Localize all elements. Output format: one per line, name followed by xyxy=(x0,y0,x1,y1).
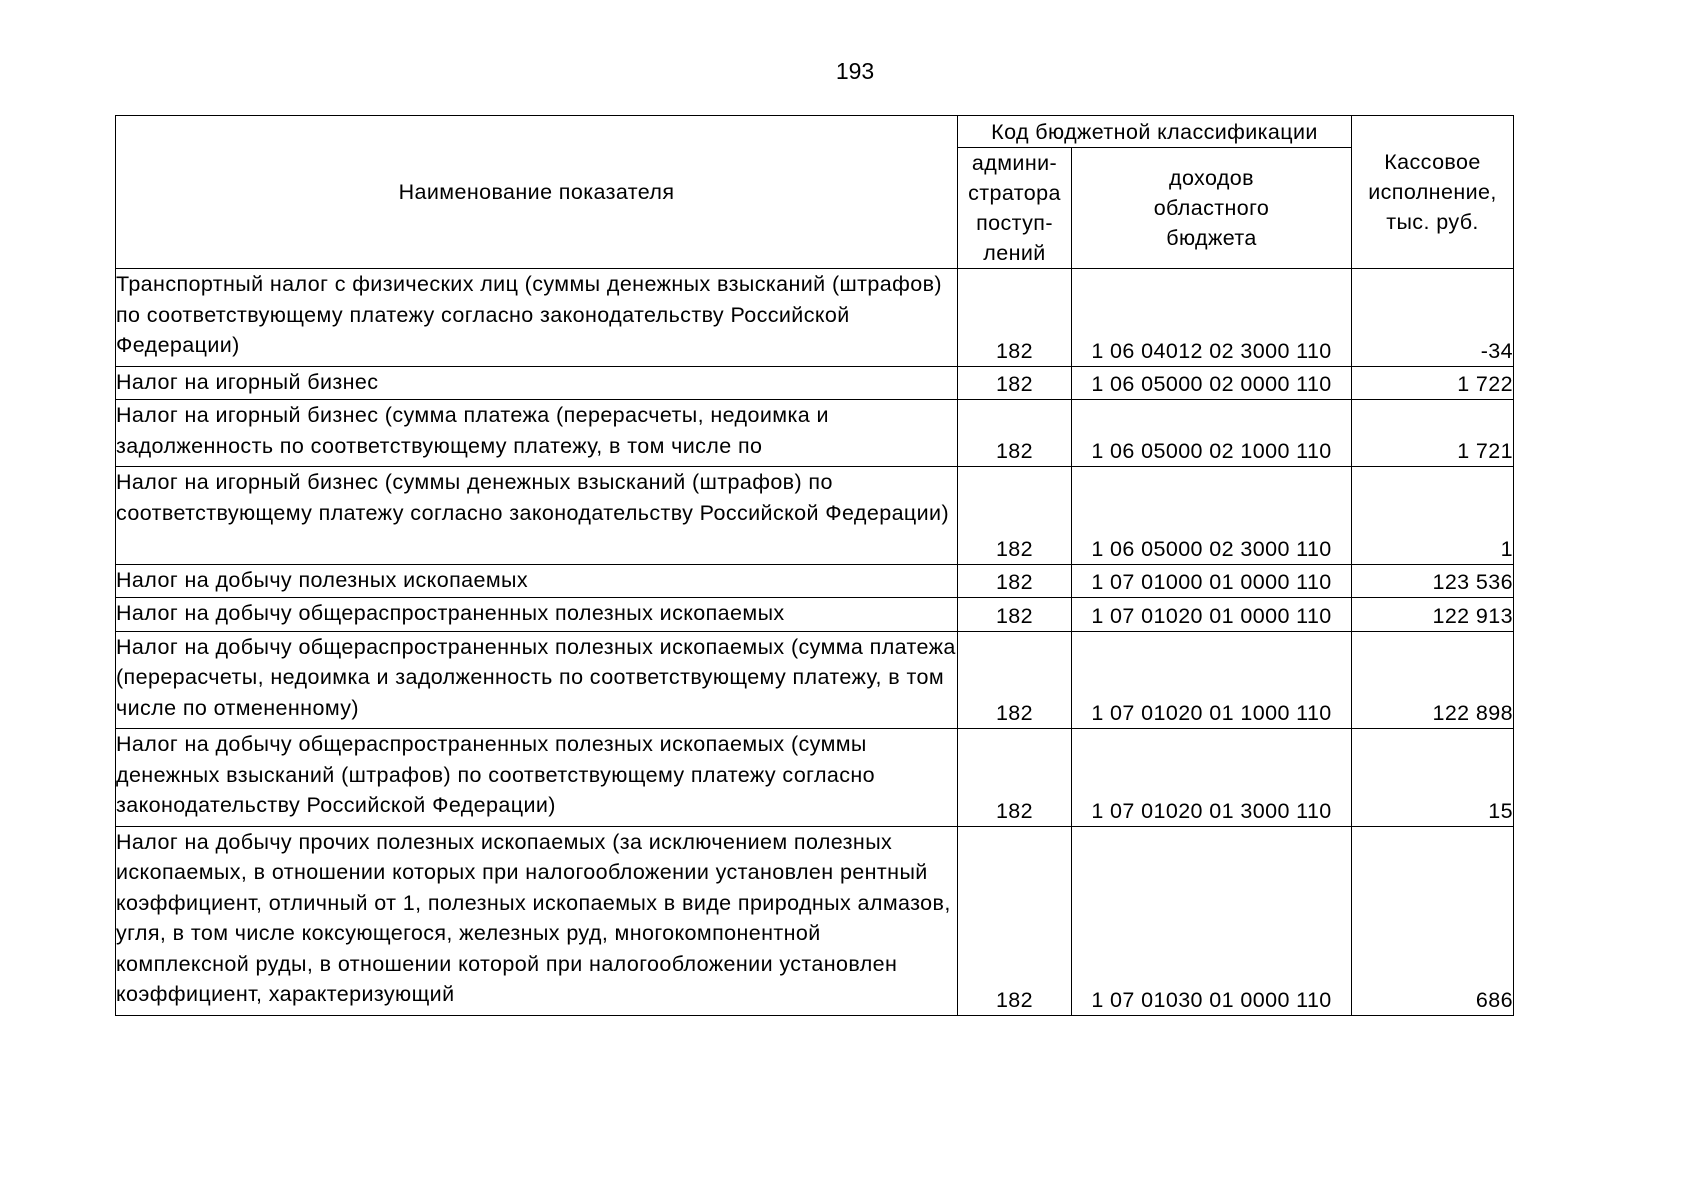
income-code-cell: 1 07 01020 01 1000 110 xyxy=(1072,631,1352,729)
table-row xyxy=(116,729,1514,827)
indicator-name-cell: Налог на игорный бизнес (сумма платежа (перерасчеты, недоимка и задолженность по соответствующему платежу, в том числе по xyxy=(116,400,958,467)
table-row xyxy=(116,400,1514,467)
page-number: 193 xyxy=(835,58,875,84)
indicator-name-cell: Налог на добычу прочих полезных ископаемых (за исключением полезных ископаемых, в отношении которых при налогообложении установлен рентный коэффициент, отличный от 1, полезных ископаемых в виде природных алмазов, угля, в том числе коксующегося, железных руд, многокомпонентной комплексной руды, в отношении которой при налогообложении установлен коэффициент, характеризующий xyxy=(116,826,958,1015)
indicator-name-cell: Налог на добычу общераспространенных полезных ископаемых xyxy=(116,598,958,632)
cash-execution-cell: 1 xyxy=(1352,467,1514,565)
cash-execution-cell: 686 xyxy=(1352,826,1514,1015)
income-code-cell: 1 07 01020 01 3000 110 xyxy=(1072,729,1352,827)
cash-execution-cell: -34 xyxy=(1352,269,1514,367)
income-code-cell: 1 07 01020 01 0000 110 xyxy=(1072,598,1352,632)
income-code-cell: 1 07 01030 01 0000 110 xyxy=(1072,826,1352,1015)
table-row xyxy=(116,467,1514,565)
indicator-name-cell: Транспортный налог с физических лиц (суммы денежных взысканий (штрафов) по соответствующему платежу согласно законодательству Российской Федерации) xyxy=(116,269,958,367)
header-cash-execution-label: Кассовое исполнение, тыс. руб. xyxy=(1368,150,1497,234)
administrator-code-cell: 182 xyxy=(958,826,1072,1015)
header-regional-income xyxy=(1072,148,1352,269)
income-code-cell: 1 06 04012 02 3000 110 xyxy=(1072,269,1352,367)
income-code-cell: 1 06 05000 02 0000 110 xyxy=(1072,366,1352,400)
header-classification-code: Код бюджетной классификации xyxy=(958,116,1352,148)
indicator-name-cell: Налог на игорный бизнес (суммы денежных взысканий (штрафов) по соответствующему платежу согласно законодательству Российской Федерации) xyxy=(116,467,958,565)
table-row xyxy=(116,598,1514,632)
income-code-cell: 1 07 01000 01 0000 110 xyxy=(1072,564,1352,598)
header-regional-income-label: доходов областного бюджета xyxy=(1153,166,1270,250)
table-row xyxy=(116,366,1514,400)
administrator-code-cell: 182 xyxy=(958,366,1072,400)
cash-execution-cell: 15 xyxy=(1352,729,1514,827)
table-row xyxy=(116,269,1514,367)
cash-execution-cell: 122 913 xyxy=(1352,598,1514,632)
administrator-code-cell: 182 xyxy=(958,564,1072,598)
header-administrator-label: админи- стратора поступ- лений xyxy=(968,151,1061,265)
income-code-cell: 1 06 05000 02 3000 110 xyxy=(1072,467,1352,565)
cash-execution-cell: 1 721 xyxy=(1352,400,1514,467)
income-code-cell: 1 06 05000 02 1000 110 xyxy=(1072,400,1352,467)
administrator-code-cell: 182 xyxy=(958,400,1072,467)
header-indicator-name: Наименование показателя xyxy=(116,116,958,269)
indicator-name-cell: Налог на игорный бизнес xyxy=(116,366,958,400)
cash-execution-cell: 122 898 xyxy=(1352,631,1514,729)
indicator-name-cell: Налог на добычу общераспространенных полезных ископаемых (суммы денежных взысканий (штрафов) по соответствующему платежу согласно законодательству Российской Федерации) xyxy=(116,729,958,827)
table-row xyxy=(116,631,1514,729)
header-administrator xyxy=(958,148,1072,269)
administrator-code-cell: 182 xyxy=(958,467,1072,565)
budget-revenue-table xyxy=(115,115,1514,1016)
administrator-code-cell: 182 xyxy=(958,269,1072,367)
table-row xyxy=(116,564,1514,598)
indicator-name-cell: Налог на добычу полезных ископаемых xyxy=(116,564,958,598)
cash-execution-cell: 1 722 xyxy=(1352,366,1514,400)
cash-execution-cell: 123 536 xyxy=(1352,564,1514,598)
administrator-code-cell: 182 xyxy=(958,631,1072,729)
administrator-code-cell: 182 xyxy=(958,729,1072,827)
table-row xyxy=(116,826,1514,1015)
table-body xyxy=(116,269,1514,1016)
administrator-code-cell: 182 xyxy=(958,598,1072,632)
indicator-name-cell: Налог на добычу общераспространенных полезных ископаемых (сумма платежа (перерасчеты, недоимка и задолженность по соответствующему платежу, в том числе по отмененному) xyxy=(116,631,958,729)
header-cash-execution xyxy=(1352,116,1514,269)
